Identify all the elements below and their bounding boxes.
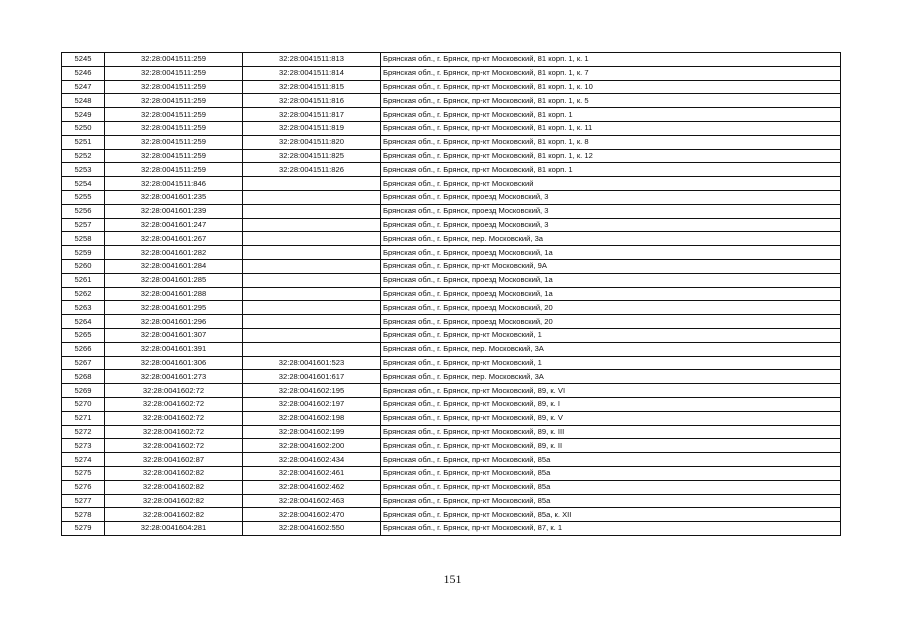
row-number-cell: 5251	[62, 135, 105, 149]
parent-cadastral-number-cell: 32:28:0041602:82	[105, 480, 243, 494]
address-cell: Брянская обл., г. Брянск, пр-кт Московский, 89, к. I	[381, 397, 841, 411]
parent-cadastral-number-cell: 32:28:0041601:306	[105, 356, 243, 370]
cadastral-number-cell: 32:28:0041511:815	[243, 80, 381, 94]
cadastral-number-cell	[243, 204, 381, 218]
table-row	[62, 135, 841, 149]
row-number-cell: 5273	[62, 439, 105, 453]
cadastral-number-cell: 32:28:0041602:197	[243, 397, 381, 411]
address-cell: Брянская обл., г. Брянск, пр-кт Московский, 85а	[381, 480, 841, 494]
cadastral-number-cell	[243, 190, 381, 204]
parent-cadastral-number-cell: 32:28:0041601:391	[105, 342, 243, 356]
parent-cadastral-number-cell: 32:28:0041601:285	[105, 273, 243, 287]
table-row	[62, 315, 841, 329]
cadastral-number-cell	[243, 287, 381, 301]
cadastral-number-cell	[243, 218, 381, 232]
table-row	[62, 108, 841, 122]
row-number-cell: 5272	[62, 425, 105, 439]
parent-cadastral-number-cell: 32:28:0041604:281	[105, 522, 243, 536]
cadastral-number-cell	[243, 315, 381, 329]
table-row	[62, 287, 841, 301]
cadastral-number-cell: 32:28:0041602:550	[243, 522, 381, 536]
cadastral-number-cell: 32:28:0041511:814	[243, 66, 381, 80]
parent-cadastral-number-cell: 32:28:0041602:72	[105, 411, 243, 425]
address-cell: Брянская обл., г. Брянск, пер. Московский, 3а	[381, 232, 841, 246]
parent-cadastral-number-cell: 32:28:0041601:273	[105, 370, 243, 384]
cadastral-number-cell: 32:28:0041602:199	[243, 425, 381, 439]
parent-cadastral-number-cell: 32:28:0041601:284	[105, 259, 243, 273]
row-number-cell: 5253	[62, 163, 105, 177]
table-row	[62, 356, 841, 370]
parent-cadastral-number-cell: 32:28:0041511:259	[105, 53, 243, 67]
table-row	[62, 149, 841, 163]
address-cell: Брянская обл., г. Брянск, пр-кт Московский, 89, к. V	[381, 411, 841, 425]
address-cell: Брянская обл., г. Брянск, пр-кт Московский, 1	[381, 328, 841, 342]
parent-cadastral-number-cell: 32:28:0041601:267	[105, 232, 243, 246]
cadastral-number-cell	[243, 328, 381, 342]
address-cell: Брянская обл., г. Брянск, пр-кт Московский, 81 корп. 1, к. 1	[381, 53, 841, 67]
row-number-cell: 5270	[62, 397, 105, 411]
parent-cadastral-number-cell: 32:28:0041511:259	[105, 108, 243, 122]
row-number-cell: 5259	[62, 246, 105, 260]
parent-cadastral-number-cell: 32:28:0041602:72	[105, 397, 243, 411]
address-cell: Брянская обл., г. Брянск, пр-кт Московский, 1	[381, 356, 841, 370]
table-row	[62, 328, 841, 342]
row-number-cell: 5262	[62, 287, 105, 301]
row-number-cell: 5266	[62, 342, 105, 356]
cadastral-number-cell: 32:28:0041602:200	[243, 439, 381, 453]
address-cell: Брянская обл., г. Брянск, пр-кт Московский, 89, к. VI	[381, 384, 841, 398]
row-number-cell: 5277	[62, 494, 105, 508]
parent-cadastral-number-cell: 32:28:0041601:247	[105, 218, 243, 232]
address-cell: Брянская обл., г. Брянск, проезд Московский, 3	[381, 190, 841, 204]
row-number-cell: 5260	[62, 259, 105, 273]
parent-cadastral-number-cell: 32:28:0041601:307	[105, 328, 243, 342]
row-number-cell: 5276	[62, 480, 105, 494]
row-number-cell: 5252	[62, 149, 105, 163]
row-number-cell: 5247	[62, 80, 105, 94]
row-number-cell: 5271	[62, 411, 105, 425]
row-number-cell: 5254	[62, 177, 105, 191]
table-row	[62, 177, 841, 191]
row-number-cell: 5245	[62, 53, 105, 67]
page-number: 151	[443, 572, 462, 586]
parent-cadastral-number-cell: 32:28:0041511:259	[105, 163, 243, 177]
table-row	[62, 53, 841, 67]
table-body	[62, 53, 841, 536]
parent-cadastral-number-cell: 32:28:0041601:239	[105, 204, 243, 218]
cadastral-number-cell	[243, 301, 381, 315]
table-row	[62, 273, 841, 287]
address-cell: Брянская обл., г. Брянск, проезд Московский, 3	[381, 218, 841, 232]
table-row	[62, 66, 841, 80]
parent-cadastral-number-cell: 32:28:0041602:87	[105, 453, 243, 467]
cadastral-number-cell: 32:28:0041602:461	[243, 466, 381, 480]
address-cell: Брянская обл., г. Брянск, пр-кт Московский, 85а	[381, 494, 841, 508]
parent-cadastral-number-cell: 32:28:0041601:296	[105, 315, 243, 329]
cadastral-number-cell: 32:28:0041511:820	[243, 135, 381, 149]
cadastral-number-cell	[243, 259, 381, 273]
table-row	[62, 190, 841, 204]
row-number-cell: 5250	[62, 121, 105, 135]
cadastral-number-cell: 32:28:0041511:816	[243, 94, 381, 108]
cadastral-number-cell: 32:28:0041602:195	[243, 384, 381, 398]
row-number-cell: 5256	[62, 204, 105, 218]
row-number-cell: 5257	[62, 218, 105, 232]
address-cell: Брянская обл., г. Брянск, пр-кт Московский, 9А	[381, 259, 841, 273]
cadastral-number-cell: 32:28:0041602:463	[243, 494, 381, 508]
table-row	[62, 397, 841, 411]
table-row	[62, 453, 841, 467]
address-cell: Брянская обл., г. Брянск, проезд Московский, 3	[381, 204, 841, 218]
parent-cadastral-number-cell: 32:28:0041511:259	[105, 66, 243, 80]
table-row	[62, 80, 841, 94]
table-row	[62, 466, 841, 480]
parent-cadastral-number-cell: 32:28:0041511:259	[105, 149, 243, 163]
table-row	[62, 425, 841, 439]
parent-cadastral-number-cell: 32:28:0041601:282	[105, 246, 243, 260]
row-number-cell: 5246	[62, 66, 105, 80]
cadastral-number-cell: 32:28:0041601:617	[243, 370, 381, 384]
parent-cadastral-number-cell: 32:28:0041602:72	[105, 439, 243, 453]
cadastral-number-cell: 32:28:0041602:470	[243, 508, 381, 522]
address-cell: Брянская обл., г. Брянск, проезд Московский, 1а	[381, 246, 841, 260]
table-row	[62, 204, 841, 218]
address-cell: Брянская обл., г. Брянск, проезд Московский, 1а	[381, 273, 841, 287]
row-number-cell: 5279	[62, 522, 105, 536]
address-cell: Брянская обл., г. Брянск, проезд Московский, 1а	[381, 287, 841, 301]
row-number-cell: 5265	[62, 328, 105, 342]
cadastral-number-cell: 32:28:0041601:523	[243, 356, 381, 370]
table-row	[62, 342, 841, 356]
cadastral-number-cell: 32:28:0041602:434	[243, 453, 381, 467]
cadastral-number-cell: 32:28:0041511:813	[243, 53, 381, 67]
address-cell: Брянская обл., г. Брянск, пр-кт Московский, 89, к. II	[381, 439, 841, 453]
table-row	[62, 218, 841, 232]
table-row	[62, 522, 841, 536]
address-cell: Брянская обл., г. Брянск, пр-кт Московский	[381, 177, 841, 191]
cadastral-number-cell	[243, 246, 381, 260]
row-number-cell: 5268	[62, 370, 105, 384]
parent-cadastral-number-cell: 32:28:0041511:259	[105, 94, 243, 108]
parent-cadastral-number-cell: 32:28:0041602:72	[105, 425, 243, 439]
cadastral-number-cell: 32:28:0041511:817	[243, 108, 381, 122]
table-row	[62, 121, 841, 135]
table-row	[62, 508, 841, 522]
table-row	[62, 246, 841, 260]
row-number-cell: 5258	[62, 232, 105, 246]
cadastral-number-cell: 32:28:0041602:198	[243, 411, 381, 425]
table-row	[62, 301, 841, 315]
table-row	[62, 411, 841, 425]
row-number-cell: 5269	[62, 384, 105, 398]
cadastral-number-cell: 32:28:0041602:462	[243, 480, 381, 494]
cadastral-number-cell: 32:28:0041511:825	[243, 149, 381, 163]
address-cell: Брянская обл., г. Брянск, пр-кт Московский, 81 корп. 1, к. 11	[381, 121, 841, 135]
row-number-cell: 5278	[62, 508, 105, 522]
table-row	[62, 370, 841, 384]
row-number-cell: 5274	[62, 453, 105, 467]
address-cell: Брянская обл., г. Брянск, пр-кт Московский, 87, к. 1	[381, 522, 841, 536]
address-cell: Брянская обл., г. Брянск, пр-кт Московский, 81 корп. 1, к. 12	[381, 149, 841, 163]
parent-cadastral-number-cell: 32:28:0041602:82	[105, 494, 243, 508]
cadastral-number-cell	[243, 273, 381, 287]
address-cell: Брянская обл., г. Брянск, проезд Московский, 20	[381, 315, 841, 329]
parent-cadastral-number-cell: 32:28:0041511:259	[105, 80, 243, 94]
parent-cadastral-number-cell: 32:28:0041601:295	[105, 301, 243, 315]
cadastral-number-cell	[243, 232, 381, 246]
row-number-cell: 5264	[62, 315, 105, 329]
cadastral-number-cell: 32:28:0041511:826	[243, 163, 381, 177]
registry-table	[61, 52, 841, 536]
table-row	[62, 163, 841, 177]
cadastral-number-cell	[243, 342, 381, 356]
address-cell: Брянская обл., г. Брянск, пр-кт Московский, 81 корп. 1	[381, 163, 841, 177]
parent-cadastral-number-cell: 32:28:0041602:72	[105, 384, 243, 398]
table-row	[62, 259, 841, 273]
row-number-cell: 5248	[62, 94, 105, 108]
table-row	[62, 94, 841, 108]
table-row	[62, 232, 841, 246]
address-cell: Брянская обл., г. Брянск, пр-кт Московский, 85а	[381, 453, 841, 467]
address-cell: Брянская обл., г. Брянск, пр-кт Московский, 85а, к. XII	[381, 508, 841, 522]
address-cell: Брянская обл., г. Брянск, пер. Московский, 3А	[381, 342, 841, 356]
address-cell: Брянская обл., г. Брянск, пр-кт Московский, 81 корп. 1, к. 10	[381, 80, 841, 94]
cadastral-number-cell	[243, 177, 381, 191]
address-cell: Брянская обл., г. Брянск, пр-кт Московский, 81 корп. 1, к. 7	[381, 66, 841, 80]
table-row	[62, 494, 841, 508]
address-cell: Брянская обл., г. Брянск, пр-кт Московский, 81 корп. 1, к. 5	[381, 94, 841, 108]
row-number-cell: 5275	[62, 466, 105, 480]
parent-cadastral-number-cell: 32:28:0041602:82	[105, 508, 243, 522]
parent-cadastral-number-cell: 32:28:0041511:259	[105, 121, 243, 135]
address-cell: Брянская обл., г. Брянск, пр-кт Московский, 81 корп. 1	[381, 108, 841, 122]
table-row	[62, 384, 841, 398]
table-row	[62, 439, 841, 453]
parent-cadastral-number-cell: 32:28:0041601:235	[105, 190, 243, 204]
parent-cadastral-number-cell: 32:28:0041511:259	[105, 135, 243, 149]
row-number-cell: 5249	[62, 108, 105, 122]
row-number-cell: 5263	[62, 301, 105, 315]
address-cell: Брянская обл., г. Брянск, проезд Московский, 20	[381, 301, 841, 315]
address-cell: Брянская обл., г. Брянск, пр-кт Московский, 81 корп. 1, к. 8	[381, 135, 841, 149]
row-number-cell: 5267	[62, 356, 105, 370]
cadastral-number-cell: 32:28:0041511:819	[243, 121, 381, 135]
row-number-cell: 5261	[62, 273, 105, 287]
table-row	[62, 480, 841, 494]
row-number-cell: 5255	[62, 190, 105, 204]
address-cell: Брянская обл., г. Брянск, пер. Московский, 3А	[381, 370, 841, 384]
parent-cadastral-number-cell: 32:28:0041511:846	[105, 177, 243, 191]
parent-cadastral-number-cell: 32:28:0041602:82	[105, 466, 243, 480]
address-cell: Брянская обл., г. Брянск, пр-кт Московский, 85а	[381, 466, 841, 480]
address-cell: Брянская обл., г. Брянск, пр-кт Московский, 89, к. III	[381, 425, 841, 439]
parent-cadastral-number-cell: 32:28:0041601:288	[105, 287, 243, 301]
